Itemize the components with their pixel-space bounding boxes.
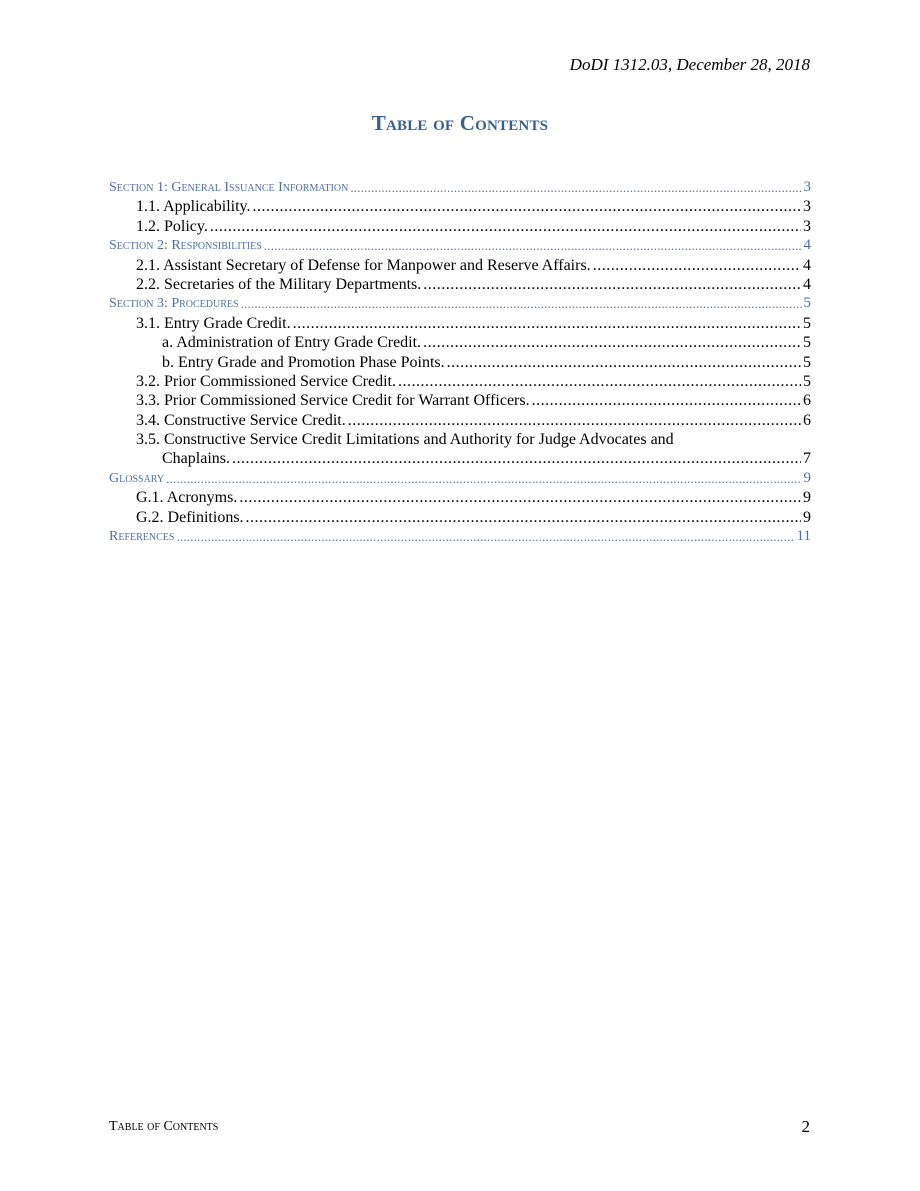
dot-leader [532, 391, 801, 410]
toc-entry-text: 1.1. Applicability. [136, 198, 251, 216]
footer-page-number: 2 [801, 1117, 810, 1136]
toc-page-number: 3 [803, 217, 811, 235]
dot-leader [348, 411, 801, 430]
dot-leader [264, 236, 802, 255]
toc-entry-text: 2.2. Secretaries of the Military Departments. [136, 275, 422, 293]
dot-leader [447, 353, 801, 372]
dot-leader [423, 333, 801, 352]
toc-page-number: 9 [803, 469, 811, 486]
toc-entry-text: G.2. Definitions. [136, 508, 244, 526]
running-head: DoDI 1312.03, December 28, 2018 [569, 55, 810, 74]
toc-entry-3-1[interactable] [109, 314, 811, 333]
toc-entry-3-2[interactable] [109, 372, 811, 391]
toc-section-3[interactable] [109, 294, 811, 313]
dot-leader [232, 449, 801, 468]
toc-entry-text: 3.3. Prior Commissioned Service Credit for Warrant Officers. [136, 392, 530, 410]
dot-leader [246, 508, 801, 527]
toc-entry-3-3[interactable] [109, 391, 811, 410]
toc-entry-2-2[interactable] [109, 275, 811, 294]
toc-page-number: 3 [803, 178, 811, 195]
toc-section-references[interactable] [109, 527, 811, 546]
dot-leader [398, 372, 801, 391]
toc-entry-text: 1.2. Policy. [136, 217, 208, 235]
toc-page-number: 4 [803, 237, 811, 254]
toc-page-number: 11 [796, 528, 811, 545]
toc-page-number: 4 [803, 256, 811, 274]
toc-entry-3-1-b[interactable] [109, 353, 811, 372]
toc-entry-text: 3.2. Prior Commissioned Service Credit. [136, 372, 396, 390]
dot-leader [253, 197, 801, 216]
toc-entry-text: 3.4. Constructive Service Credit. [136, 411, 346, 429]
dot-leader [593, 256, 801, 275]
toc-page-number: 5 [803, 334, 811, 352]
toc-entry-text: Glossary [109, 470, 165, 486]
toc-entry-1-2[interactable] [109, 217, 811, 236]
toc-page-number: 6 [803, 392, 811, 410]
toc-page-number: 7 [803, 450, 811, 468]
toc-page-number: 6 [803, 411, 811, 429]
toc-entry-text: Section 2: Responsibilities [109, 238, 262, 254]
dot-leader [423, 275, 801, 294]
toc-section-1[interactable] [109, 178, 811, 197]
dot-leader [293, 314, 801, 333]
dot-leader [350, 178, 801, 197]
toc-entry-2-1[interactable] [109, 256, 811, 275]
toc-section-glossary[interactable] [109, 469, 811, 488]
toc-page-number: 5 [803, 295, 811, 312]
toc-entry-3-4[interactable] [109, 411, 811, 430]
toc-section-2[interactable] [109, 236, 811, 255]
toc-entry-g-1[interactable] [109, 488, 811, 507]
page-title: Table of Contents [371, 111, 549, 135]
toc-page-number: 5 [803, 314, 811, 332]
toc-page-number: 9 [803, 508, 811, 526]
toc-entry-text: b. Entry Grade and Promotion Phase Points. [162, 353, 445, 371]
toc-page-number: 4 [803, 275, 811, 293]
table-of-contents [109, 178, 811, 546]
toc-entry-text: 3.1. Entry Grade Credit. [136, 314, 291, 332]
dot-leader [210, 217, 801, 236]
toc-entry-text: Chaplains. [162, 450, 230, 468]
footer-section-name: Table of Contents [109, 1119, 219, 1134]
dot-leader [241, 294, 802, 313]
dot-leader [239, 488, 801, 507]
toc-entry-text: Section 3: Procedures [109, 296, 239, 312]
toc-page-number: 9 [803, 489, 811, 507]
toc-entry-text: Section 1: General Issuance Information [109, 179, 349, 195]
toc-entry-3-1-a[interactable] [109, 333, 811, 352]
toc-entry-continuation [109, 449, 811, 468]
toc-entry-text: 2.1. Assistant Secretary of Defense for Manpower and Reserve Affairs. [136, 256, 591, 274]
toc-page-number: 3 [803, 198, 811, 216]
toc-entry-text: a. Administration of Entry Grade Credit. [162, 334, 422, 352]
dot-leader [166, 469, 801, 488]
toc-entry-3-5[interactable] [109, 430, 811, 469]
toc-entry-g-2[interactable] [109, 508, 811, 527]
toc-page-number: 5 [803, 353, 811, 371]
dot-leader [176, 527, 794, 546]
toc-entry-1-1[interactable] [109, 197, 811, 216]
toc-entry-text: References [109, 529, 175, 545]
toc-page-number: 5 [803, 372, 811, 390]
toc-entry-text: 3.5. Constructive Service Credit Limitations and Authority for Judge Advocates and [136, 431, 674, 449]
toc-entry-text: G.1. Acronyms. [136, 489, 238, 507]
